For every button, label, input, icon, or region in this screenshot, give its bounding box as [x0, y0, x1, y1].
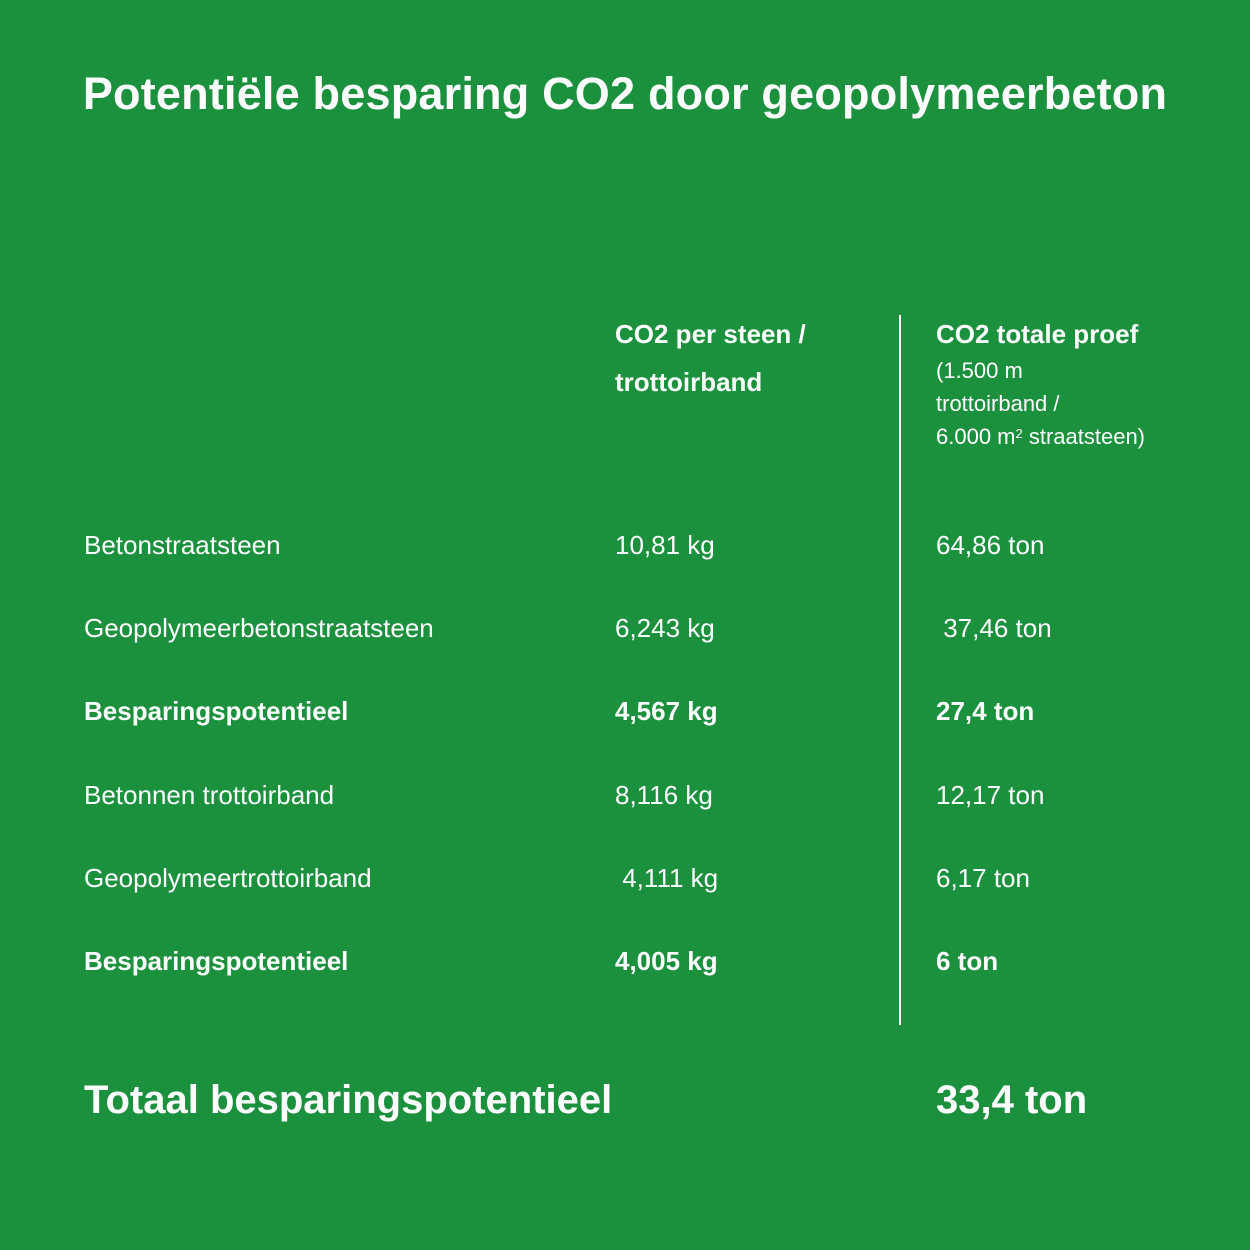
header-total-sub-line2: trottoirband / — [936, 391, 1060, 416]
page-title: Potentiële besparing CO2 door geopolymeerbeton — [82, 68, 1168, 119]
row-per-unit: 4,111 kg — [615, 863, 719, 893]
total-label: Totaal besparingspotentieel — [84, 1078, 613, 1122]
row-label: Besparingspotentieel — [84, 946, 349, 976]
row-total: 6,17 ton — [936, 863, 1030, 893]
header-total-sub-line3-suffix: straatsteen) — [1022, 424, 1146, 449]
row-per-unit: 10,81 kg — [615, 530, 715, 560]
row-label: Geopolymeertrottoirband — [84, 863, 372, 893]
row-total: 27,4 ton — [936, 696, 1035, 726]
row-label: Betonnen trottoirband — [84, 780, 335, 810]
row-label: Geopolymeerbetonstraatsteen — [84, 613, 434, 643]
row-per-unit: 4,567 kg — [615, 696, 718, 726]
row-per-unit: 4,005 kg — [615, 946, 718, 976]
header-total-main: CO2 totale proef — [936, 319, 1139, 349]
row-label: Betonstraatsteen — [84, 530, 281, 560]
total-value: 33,4 ton — [936, 1078, 1088, 1122]
row-label: Besparingspotentieel — [84, 696, 349, 726]
header-total-sub-line3 — [936, 420, 1145, 453]
row-per-unit: 6,243 kg — [615, 613, 715, 643]
header-total-sub-line3-prefix: 6.000 m — [936, 424, 1016, 449]
row-total: 37,46 ton — [936, 613, 1052, 643]
row-per-unit: 8,116 kg — [615, 780, 713, 810]
header-total-sub-line1: (1.500 m — [936, 358, 1023, 383]
column-divider — [899, 315, 901, 1025]
header-total-sub — [936, 354, 1145, 453]
header-per-unit: CO2 per steen / trottoirband — [615, 319, 806, 397]
header-total — [936, 310, 1145, 453]
row-total: 64,86 ton — [936, 530, 1045, 560]
row-total: 6 ton — [936, 946, 999, 976]
row-total: 12,17 ton — [936, 780, 1045, 810]
superscript-two: 2 — [1015, 426, 1023, 441]
